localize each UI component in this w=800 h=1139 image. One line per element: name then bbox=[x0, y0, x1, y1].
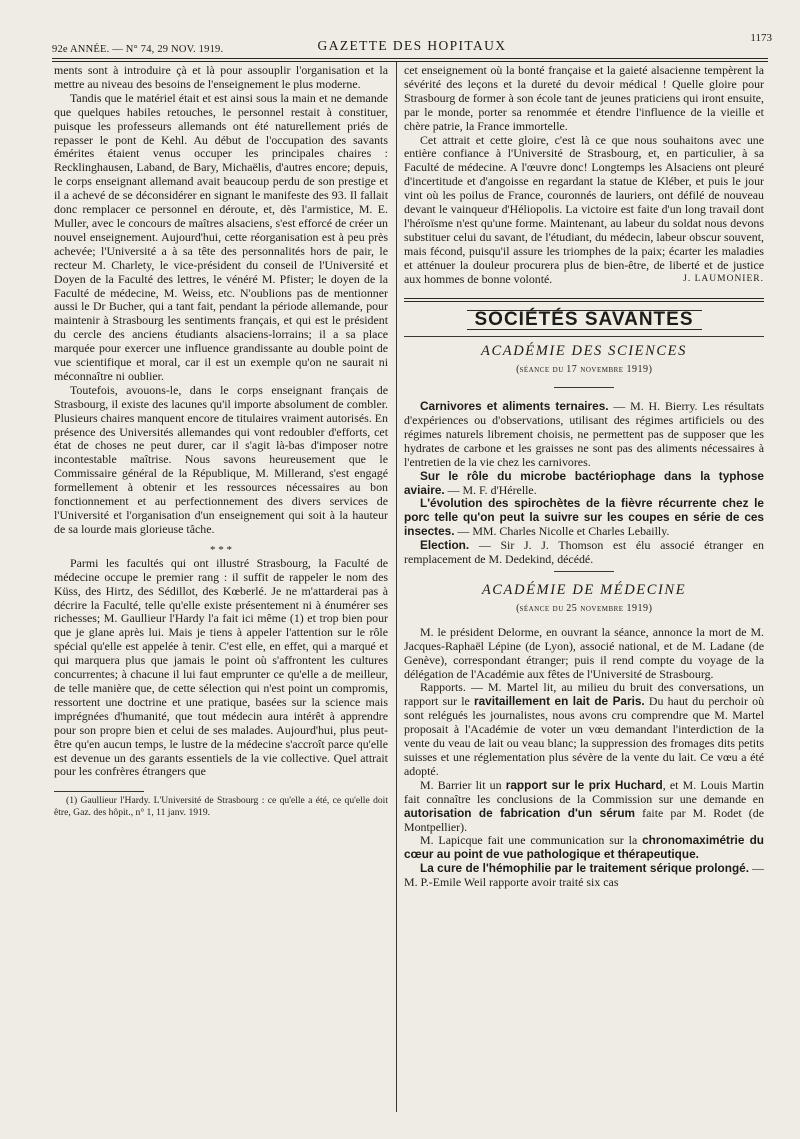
entry-text: faite par M. Rodet (de Montpellier). bbox=[404, 805, 764, 834]
page-number: 1173 bbox=[750, 32, 772, 44]
entry-text: Du haut du perchoir où sont relégués les journalistes, nous avons cru comprendre que M. Martel proposait à l'Académie de voter un vœu demandant l'interdiction de la vente du veau de lait ou veau blanc; la suppression des fromages dits petits suisses et une réglementation plus sévère de la vente du lait. Ce vœu a été adopté. bbox=[404, 694, 765, 778]
left-paragraph-3: Toutefois, avouons-le, dans le corps enseignant français de Strasbourg, il existe des lacunes qu'il importe absolument de combler. Plusieurs chaires manquent encore de titulaires vraiment autorisés. En présence des Universités allemandes qui vont redoubler d'efforts, cet état de choses ne peut durer, car il s'agit là-bas d'imposer notre incontestable maîtrise. Nous savons heureusement que le Commissaire général de la République, M. Millerand, s'est engagé formellement à obtenir et les ressources nécessaires au bon fonctionnement et au perfectionnement des divers services de l'Université et l'organisation d'un enseignement qui soit à la hauteur de sa lourde mais glorieuse tâche. bbox=[54, 382, 388, 536]
entry-bold: rapport sur le prix Huchard bbox=[505, 777, 663, 792]
entry-title: Election. bbox=[420, 538, 470, 553]
entry-text: — M. F. d'Hérelle. bbox=[444, 482, 537, 497]
short-rule bbox=[554, 571, 614, 572]
left-paragraph-4: Parmi les facultés qui ont illustré Strasbourg, la Faculté de médecine occupe le premier rang : il suffit de rappeler le nom des Küss, des Hirtz, des Sédillot, des Kœberlé. Je ne m'attarderai pas à décrire la Faculté, telle qu'elle existe présentement ni à énumérer ses richesses; M. Gaullieur l'Hardy l'a fait ici même (1) et trop bien pour que je glane après lui. Mais je tiens à appeler l'attention sur le rôle spécial qu'elle est appelée à tenir. C'est elle, en effet, qui a marqué et qui marquera plus que jamais le point où s'affrontent les cultures concurrentes; à chacune il lui faut emprunter ce qu'elle a de meilleur, de telle manière que, de cette sélection qui n'est point un compromis, ressortent une doctrine et une pratique, basées sur la science mais imprégnées d'humanité, que tout médecin aura intérêt à apprendre pour son propre bien et celui de ses malades. Aujourd'hui, plus peut-être qu'en aucun temps, le lustre de la médecine s'accroît parce qu'elle est devenue un des garants essentiels de la vie collective. Quel attrait pour les confrères étrangers que bbox=[54, 555, 388, 779]
section-title-text: SOCIÉTÉS SAVANTES bbox=[467, 310, 702, 330]
page-header bbox=[52, 30, 772, 54]
medecine-entry-2 bbox=[404, 681, 764, 778]
entry-title: Sur le rôle du microbe bactériophage dans la typhose aviaire. bbox=[404, 468, 764, 497]
column-divider bbox=[396, 62, 397, 1112]
entry-bold: ravitaillement en lait de Paris. bbox=[474, 694, 645, 709]
section-separator-stars: * * * bbox=[210, 543, 232, 556]
left-paragraph-2: Tandis que le matériel était et est ainsi sous la main et ne demande que quelques habiles retouches, le personnel restait à constituer, puisque les professeurs allemands ont été naturellement priés de repasser le pont de Kehl. Au début de l'occupation des savants émérites étaient venus occuper les principales chaires : Recklinghausen, Laband, de Bary, Michaëlis, d'autres encore; depuis, le corps enseignant allemand avait beaucoup perdu de son prestige et il a achevé de se déconsidérer en signant le manifeste des 93. Il fallait donc remplacer ce personnel en déroute, et, dès l'armistice, M. E. Muller, avec le concours de maîtres alsaciens, s'est efforcé de créer un nouvel enseignement. Aujourd'hui, cette réorganisation est à peu près achevée; l'Université a à sa tête des personnalités hors de pair, le recteur M. Charlety, le vice-président du conseil de l'Université et Doyen de la Faculté des lettres, le vénéré M. Pfister; le doyen de la Faculté de médecine, M. Weiss, etc. N'oublions pas de mentionner aussi le Dr Bucher, qui a tant fait, pendant la période allemande, pour maintenir à Strasbourg les sentiments français, et qui est le président du cercle des anciens étudiants alsaciens-lorrains; il a sa place marquée pour exercer une influence grandissante au double point de vue scientifique et moral, car il est un exemple qu'on ne saurait ni méconnaître ni oublier. bbox=[54, 90, 388, 383]
entry-lead: M. Lapicque fait une communication sur la bbox=[420, 833, 643, 848]
right-paragraph-2: Cet attrait et cette gloire, c'est là ce que nous souhaitons avec une entière confiance à l'Université de Strasbourg, et, en particulier, à sa Faculté de médecine. A l'œuvre donc! Longtemps les Alsaciens ont pleuré d'incertitude et d'angoisse en regardant la statue de Kléber, et puis le jour vint où les poilus de France, couronnés de lauriers, ont défilé de nouveau devant le vainqueur d'Héliopolis. La victoire est faite d'un long travail dont l'héroïsme n'est qu'une forme. Maintenant, au labeur du soldat nous devons substituer celui du savant, de l'étudiant, du médecin, labeur obscur souvent, mais fécond, puisqu'il assure les triomphes de la paix; écarter les maladies et atténuer la douleur procurera plus de bien-être, de liberté et de justice aux hommes de bonne volonté. bbox=[404, 132, 764, 286]
entry-title: Carnivores et aliments ternaires. bbox=[420, 399, 609, 414]
section-title-rule bbox=[404, 336, 764, 337]
section-title bbox=[404, 310, 764, 330]
academie-medecine-seance: (séance du 25 novembre 1919) bbox=[516, 602, 652, 614]
entry-bold: autorisation de fabrication d'un sérum bbox=[404, 805, 636, 820]
seance-date: 17 novembre 1919 bbox=[566, 364, 649, 376]
footnote-rule bbox=[54, 791, 144, 792]
medecine-entry-1: M. le président Delorme, en ouvrant la séance, annonce la mort de M. Jacques-Raphaël Lépine (de Lyon), associé national, et de M. Ladane (de Genève), correspondant étranger; puis il rend compte du voyage de la délégation de l'Académie aux fêtes de l'Université de Strasbourg. bbox=[404, 624, 764, 681]
journal-title: GAZETTE DES HOPITAUX bbox=[317, 38, 507, 53]
short-rule bbox=[554, 387, 614, 388]
entry-bold: chronomaximétrie du cœur au point de vue pathologique et thérapeutique. bbox=[404, 833, 765, 862]
entry-text: — M. H. Bierry. Les résultats d'expériences ou d'observations, utilisant des régimes artificiels ou des régimes naturels librement choisis, ne permettent pas de supposer que les hydrates de carbone et les graisses ne sont pas des aliments nécessaires à l'entretien de la vie chez les carnivores. bbox=[404, 399, 765, 469]
medecine-entry-5 bbox=[404, 862, 764, 890]
author-signature: J. LAUMONIER. bbox=[683, 273, 764, 284]
entry-text: — MM. Charles Nicolle et Charles Lebailly. bbox=[454, 524, 670, 539]
entry-mid: , et M. Louis Martin fait connaître les conclusions de la Commission sur une demande en bbox=[404, 777, 764, 806]
sciences-entry-2 bbox=[404, 470, 764, 498]
header-rule bbox=[52, 58, 768, 62]
entry-lead: Rapports. — M. Martel lit, au milieu du bruit des conversations, un rapport sur le bbox=[404, 680, 764, 709]
academie-sciences-seance: (séance du 17 novembre 1919) bbox=[516, 364, 652, 376]
entry-text: — Sir J. J. Thomson est élu associé étranger en remplacement de M. Dedekind, décédé. bbox=[404, 538, 764, 567]
seance-label: séance du bbox=[519, 364, 564, 376]
seance-label: séance du bbox=[519, 602, 564, 614]
seance-date: 25 novembre 1919 bbox=[566, 602, 649, 614]
sciences-entry-3 bbox=[404, 497, 764, 539]
entry-title: L'évolution des spirochètes de la fièvre récurrente chez le porc telle qu'on peut la suivre sur les coupes en série de ces insectes. bbox=[404, 496, 764, 539]
right-column bbox=[404, 64, 764, 890]
footnote: (1) Gaullieur l'Hardy. L'Université de Strasbourg : ce qu'elle a été, ce qu'elle doit être, Gaz. des hôpit., n° 1, 11 janv. 1919. bbox=[54, 795, 388, 818]
sciences-entry-4 bbox=[404, 539, 764, 567]
left-column bbox=[54, 64, 388, 818]
issue-info: 92e ANNÉE. — N° 74, 29 NOV. 1919. bbox=[52, 44, 224, 55]
right-paragraph-1: cet enseignement où la bonté française et la gaieté alsacienne tempèrent la sévérité des leçons et la dureté du devoir médical ! Quelle gloire pour Strasbourg de former à son école tant de jeunes praticiens qui iront ensuite, par le monde, porter sa renommée et étendre l'influence de la vieille et chère patrie, la France immortelle. bbox=[404, 63, 764, 133]
academie-medecine-title: ACADÉMIE DE MÉDECINE bbox=[481, 582, 687, 598]
medecine-entry-3 bbox=[404, 779, 764, 835]
section-rule bbox=[404, 298, 764, 302]
entry-bold: La cure de l'hémophilie par le traitement sérique prolongé. bbox=[420, 861, 749, 876]
entry-lead: M. Barrier lit un bbox=[420, 777, 506, 792]
sciences-entry-1 bbox=[404, 400, 764, 470]
entry-text: — M. P.-Emile Weil rapporte avoir traité six cas bbox=[404, 861, 764, 890]
left-paragraph-1: ments sont à introduire çà et là pour assouplir l'organisation et la mettre au niveau des besoins de l'enseignement le plus moderne. bbox=[54, 63, 388, 91]
academie-sciences-title: ACADÉMIE DES SCIENCES bbox=[481, 343, 687, 360]
medecine-entry-4 bbox=[404, 834, 764, 862]
